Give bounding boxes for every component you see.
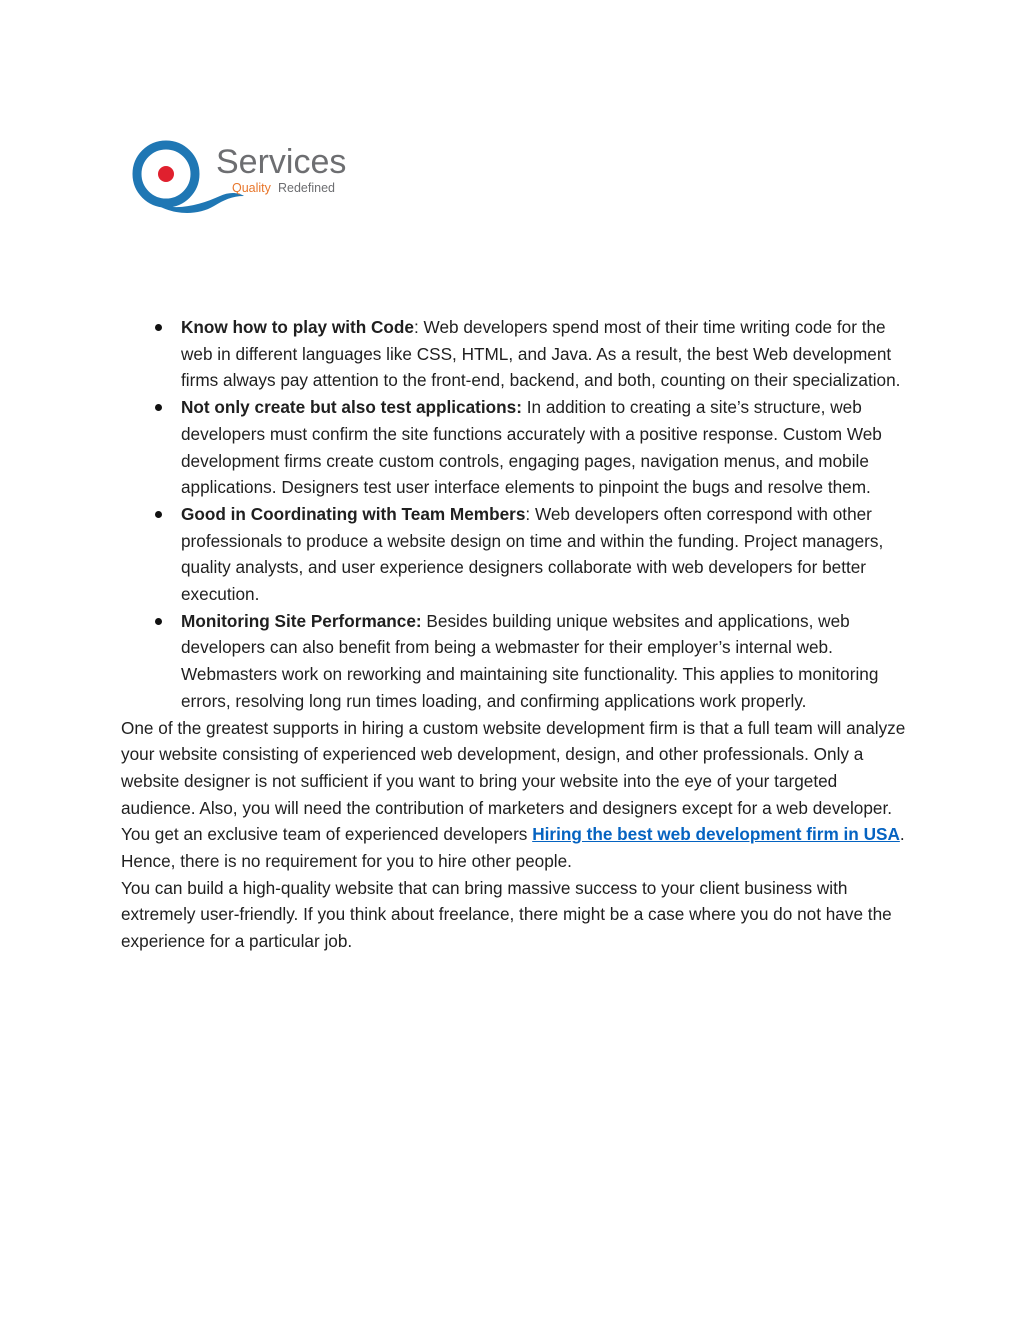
bullet-dot-icon xyxy=(155,618,162,625)
bullet-term: Not only create but also test applications: xyxy=(181,397,522,418)
paragraph-text-after-link: . Hence, there is no requirement for you to hire other people. xyxy=(121,824,905,872)
bullet-term: Know how to play with Code xyxy=(181,317,414,337)
bullet-text: Besides building unique websites and applications, web developers can also benefit from being a webmaster for their employer’s internal web. Webmasters work on reworking and maintaining site functionality. This applies to monitoring errors, resolving long run times loading, and confirming applications work properly. xyxy=(181,610,879,711)
bullet-text: Web developers spend most of their time writing code for the web in different languages like CSS, HTML, and Java. As a result, the best Web development firms always pay attention to the front-end, backend, and both, counting on their specialization. xyxy=(181,317,901,391)
bullet-dot-icon xyxy=(155,324,162,331)
logo-tagline-rest: Redefined xyxy=(278,181,335,195)
bullet-term: Good in Coordinating with Team Members xyxy=(181,503,526,524)
bullet-dot-icon xyxy=(155,404,162,411)
bullet-item xyxy=(121,314,911,394)
paragraph-exclusive-team xyxy=(121,821,911,874)
logo-brand-text: Services xyxy=(216,143,347,181)
bullet-item xyxy=(121,608,911,715)
bullet-text: In addition to creating a site’s structure, web developers must confirm the site functions accurately with a positive response. Custom Web development firms create custom controls, engaging pages, navigation menus, and mobile applications. Designers test user interface elements to pinpoint the bugs and resolve them. xyxy=(181,397,882,498)
paragraph-high-quality: You can build a high-quality website that can bring massive success to your client business with extremely user-friendly. If you think about freelance, there might be a case where you do not have the experience for a particular job. xyxy=(121,877,892,952)
bullet-term: Monitoring Site Performance: xyxy=(181,610,422,631)
q-swoosh-logo-icon xyxy=(128,136,358,220)
bullet-list xyxy=(121,314,911,715)
bullet-text: Web developers often correspond with other professionals to produce a website design on time and within the funding. Project managers, quality analysts, and user experience designers collaborate with web developers for better execution. xyxy=(181,503,884,605)
bullet-dot-icon xyxy=(155,511,162,518)
hiring-firm-link[interactable]: Hiring the best web development firm in USA xyxy=(532,824,900,845)
bullet-item xyxy=(121,501,911,608)
bullet-separator: : xyxy=(413,317,419,337)
company-logo xyxy=(128,136,358,220)
bullet-item xyxy=(121,394,911,501)
paragraph-team-benefits: One of the greatest supports in hiring a custom website development firm is that a full team will analyze your website consisting of experienced web development, design, and other professionals. Only a website designer is not sufficient if you want to bring your website into the eye of your targeted audience. Also, you will need the contribution of marketers and designers except for a web developer. xyxy=(121,717,906,818)
bullet-separator: : xyxy=(525,503,531,524)
logo-tagline-quality: Quality xyxy=(232,181,271,195)
paragraph-text-before-link: You get an exclusive team of experienced developers xyxy=(121,824,533,845)
document-body xyxy=(121,314,911,955)
